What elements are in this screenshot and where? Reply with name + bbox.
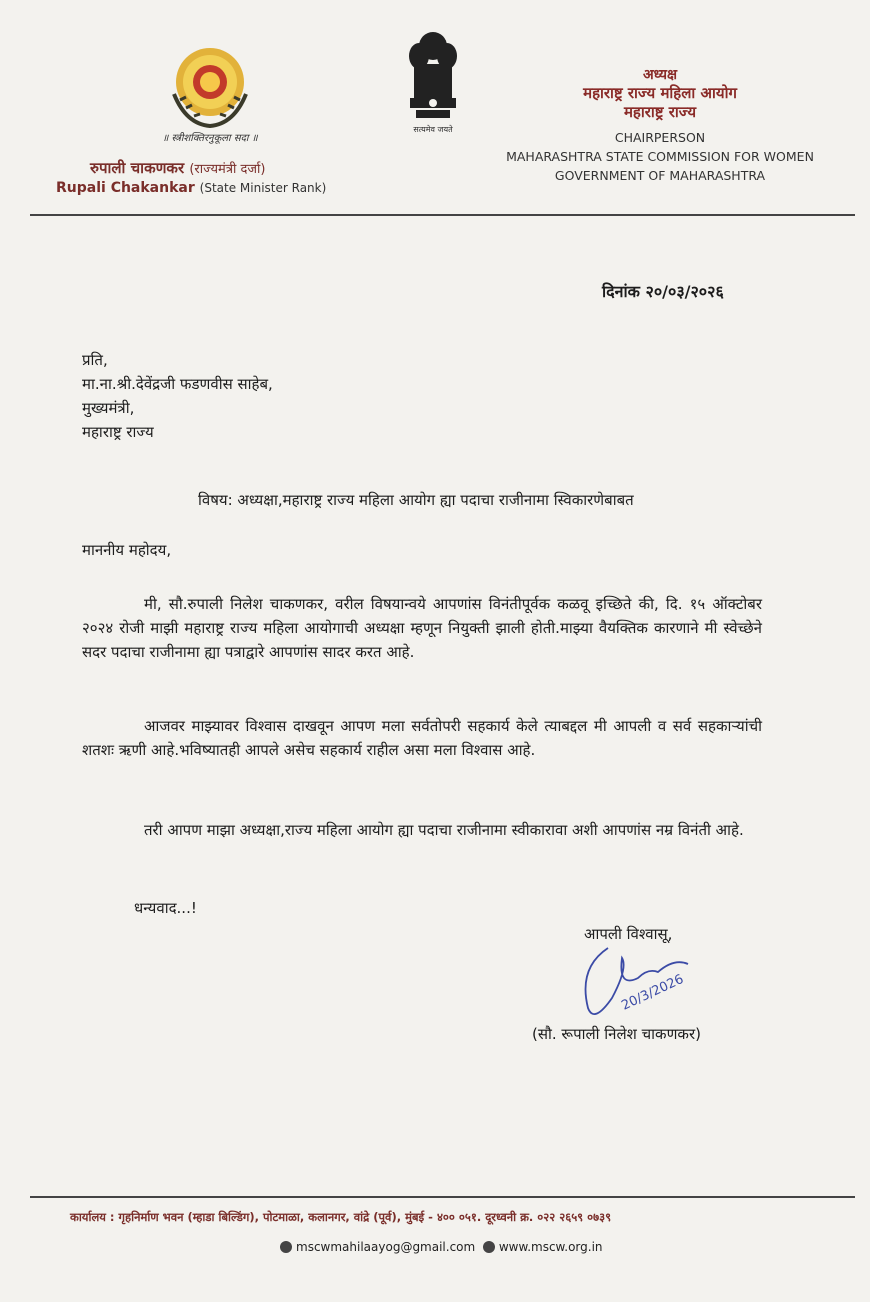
letter-date: दिनांक २०/०३/२०२६ [602, 282, 724, 301]
header-divider [30, 214, 855, 216]
emblem-motto: सत्यमेव जयते [413, 125, 453, 134]
signatory-name: (सौ. रूपाली निलेश चाकणकर) [532, 1025, 701, 1043]
email-icon [280, 1241, 292, 1253]
contact-line [280, 1240, 603, 1254]
globe-icon [483, 1241, 495, 1253]
body-paragraph-3: तरी आपण माझा अध्यक्षा,राज्य महिला आयोग ह्या पदाचा राजीनामा स्वीकारावा अशी आपणांस नम्र विनंती आहे. [144, 821, 744, 839]
thanks: धन्यवाद...! [134, 899, 197, 917]
salutation: माननीय महोदय, [82, 541, 172, 559]
body-paragraph-1: मी, सौ.रुपाली निलेश चाकणकर, वरील विषयान्वये आपणांस विनंतीपूर्वक कळवू इच्छिते की, दि. १५ ऑक्टोबर २०२४ रोजी माझी महाराष्ट्र राज्य महिला आयोगाची अध्यक्षा म्हणून नियुक्ती झाली होती.माझ्या वैयक्तिक कारणाने मी स्वेच्छेने सदर पदाचा राजीनामा ह्या पत्राद्वारे आपणांस सादर करत आहे. [82, 595, 762, 661]
commission-logo [166, 44, 254, 130]
addressee-block [82, 348, 273, 444]
office-address: कार्यालय : गृहनिर्माण भवन (म्हाडा बिल्डिंग), पोटमाळा, कलानगर, वांद्रे (पूर्व), मुंबई - ४०० ०५१. दूरध्वनी क्र. ०२२ २६५९ ०७३९ [70, 1210, 612, 1224]
signature [578, 928, 718, 1028]
motto: ॥ स्त्रीशक्तिरनुकूला सदा ॥ [162, 133, 258, 144]
letterhead-title [470, 66, 850, 185]
title-en-2: MAHARASHTRA STATE COMMISSION FOR WOMEN [506, 149, 814, 164]
subject-line: विषय: अध्यक्षा,महाराष्ट्र राज्य महिला आयोग ह्या पदाचा राजीनामा स्विकारणेबाबत [198, 491, 634, 509]
title-en-3: GOVERNMENT OF MAHARASHTRA [554, 168, 766, 183]
email[interactable]: mscwmahilaayog@gmail.com [296, 1240, 476, 1254]
to-line: मा.ना.श्री.देवेंद्रजी फडणवीस साहेब, [82, 375, 273, 393]
name-en: Rupali Chakankar [56, 180, 195, 196]
signature-date: 20/3/2026 [619, 971, 687, 1014]
body-paragraph-2: आजवर माझ्यावर विश्वास दाखवून आपण मला सर्वतोपरी सहकार्य केले त्याबद्दल मी आपली व सर्व सहकाऱ्यांची शतशः ऋणी आहे.भविष्यातही आपले असेच सहकार्य राहील असा मला विश्वास आहे. [82, 717, 762, 759]
title-mr-1: अध्यक्ष [642, 67, 678, 83]
title-mr-2: महाराष्ट्र राज्य महिला आयोग [583, 84, 737, 102]
to-line: मुख्यमंत्री, [82, 399, 135, 417]
to-line: प्रति, [82, 351, 108, 369]
rank-mr: (राज्यमंत्री दर्जा) [189, 162, 266, 177]
rank-en: (State Minister Rank) [199, 181, 327, 195]
website[interactable]: www.mscw.org.in [498, 1240, 603, 1254]
chairperson-name-marathi [90, 158, 266, 178]
title-en-1: CHAIRPERSON [614, 130, 706, 145]
footer-divider [30, 1196, 855, 1198]
title-mr-3: महाराष्ट्र राज्य [623, 103, 697, 121]
state-emblem-icon [400, 26, 466, 122]
closing: आपली विश्वासू, [584, 925, 673, 943]
to-line: महाराष्ट्र राज्य [82, 423, 154, 441]
name-mr: रुपाली चाकणकर [90, 159, 185, 177]
chairperson-name-english [56, 180, 326, 196]
